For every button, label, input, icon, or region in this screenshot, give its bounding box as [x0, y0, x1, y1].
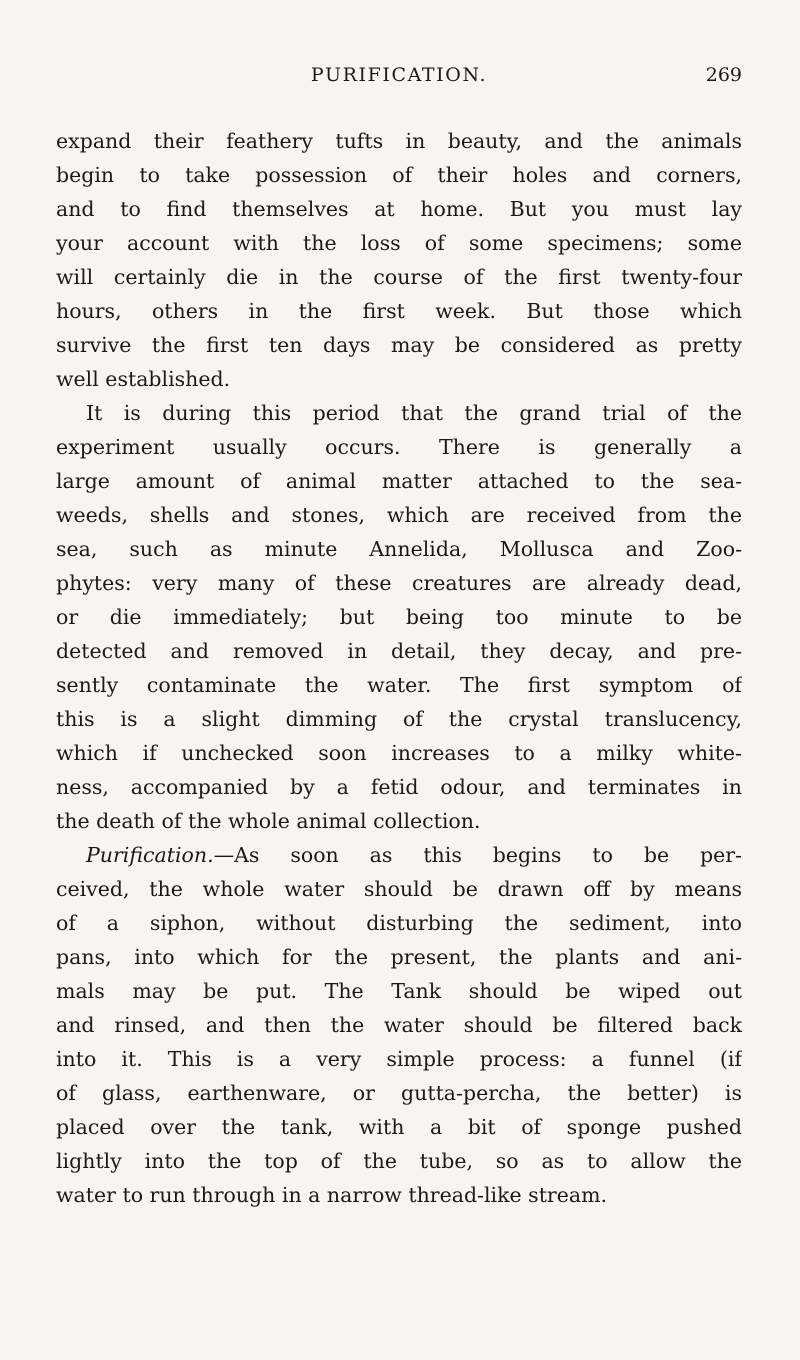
text-line: lightly into the top of the tube, so as to allow the	[56, 1149, 742, 1173]
text-line: pans, into which for the present, the plants and ani-	[56, 945, 742, 969]
running-title: PURIFICATION.	[310, 64, 488, 86]
text-line: of a siphon, without disturbing the sediment, into	[56, 911, 742, 935]
text-line: hours, others in the first week. But those which	[56, 299, 742, 323]
section-heading: Purification.	[86, 843, 214, 867]
text-line: placed over the tank, with a bit of sponge pushed	[56, 1115, 742, 1139]
body-text	[56, 124, 742, 1212]
text-line: or die immediately; but being too minute to be	[56, 605, 742, 629]
text-span: —As soon as this begins to be per-	[213, 843, 742, 867]
text-line: this is a slight dimming of the crystal translucency,	[56, 707, 742, 731]
text-line: ness, accompanied by a fetid odour, and terminates in	[56, 775, 742, 799]
text-line: detected and removed in detail, they decay, and pre-	[56, 639, 742, 663]
text-line: mals may be put. The Tank should be wiped out	[56, 979, 742, 1003]
text-line: of glass, earthenware, or gutta-percha, the better) is	[56, 1081, 742, 1105]
text-line: begin to take possession of their holes and corners,	[56, 163, 742, 187]
text-line	[56, 838, 742, 872]
text-line: sea, such as minute Annelida, Mollusca and Zoo-	[56, 537, 742, 561]
text-line: It is during this period that the grand trial of the	[86, 401, 742, 425]
text-line: experiment usually occurs. There is generally a	[56, 435, 742, 459]
text-line: the death of the whole animal collection.	[56, 809, 481, 833]
text-line: into it. This is a very simple process: a funnel (if	[56, 1047, 742, 1071]
text-line: weeds, shells and stones, which are received from the	[56, 503, 742, 527]
text-line: and to find themselves at home. But you must lay	[56, 197, 742, 221]
text-line: your account with the loss of some specimens; some	[56, 231, 742, 255]
text-line: sently contaminate the water. The first symptom of	[56, 673, 742, 697]
text-line: expand their feathery tufts in beauty, and the animals	[56, 129, 742, 153]
text-line: large amount of animal matter attached to the sea-	[56, 469, 742, 493]
text-line: phytes: very many of these creatures are already dead,	[56, 571, 742, 595]
text-line: ceived, the whole water should be drawn off by means	[56, 877, 742, 901]
text-line: well established.	[56, 367, 231, 391]
running-head	[56, 60, 742, 94]
text-line: survive the first ten days may be considered as pretty	[56, 333, 742, 357]
page-number: 269	[705, 64, 742, 86]
text-line: will certainly die in the course of the first twenty-four	[56, 265, 742, 289]
text-line: water to run through in a narrow thread-like stream.	[56, 1183, 608, 1207]
text-line: and rinsed, and then the water should be filtered back	[56, 1013, 742, 1037]
text-line: which if unchecked soon increases to a milky white-	[56, 741, 742, 765]
